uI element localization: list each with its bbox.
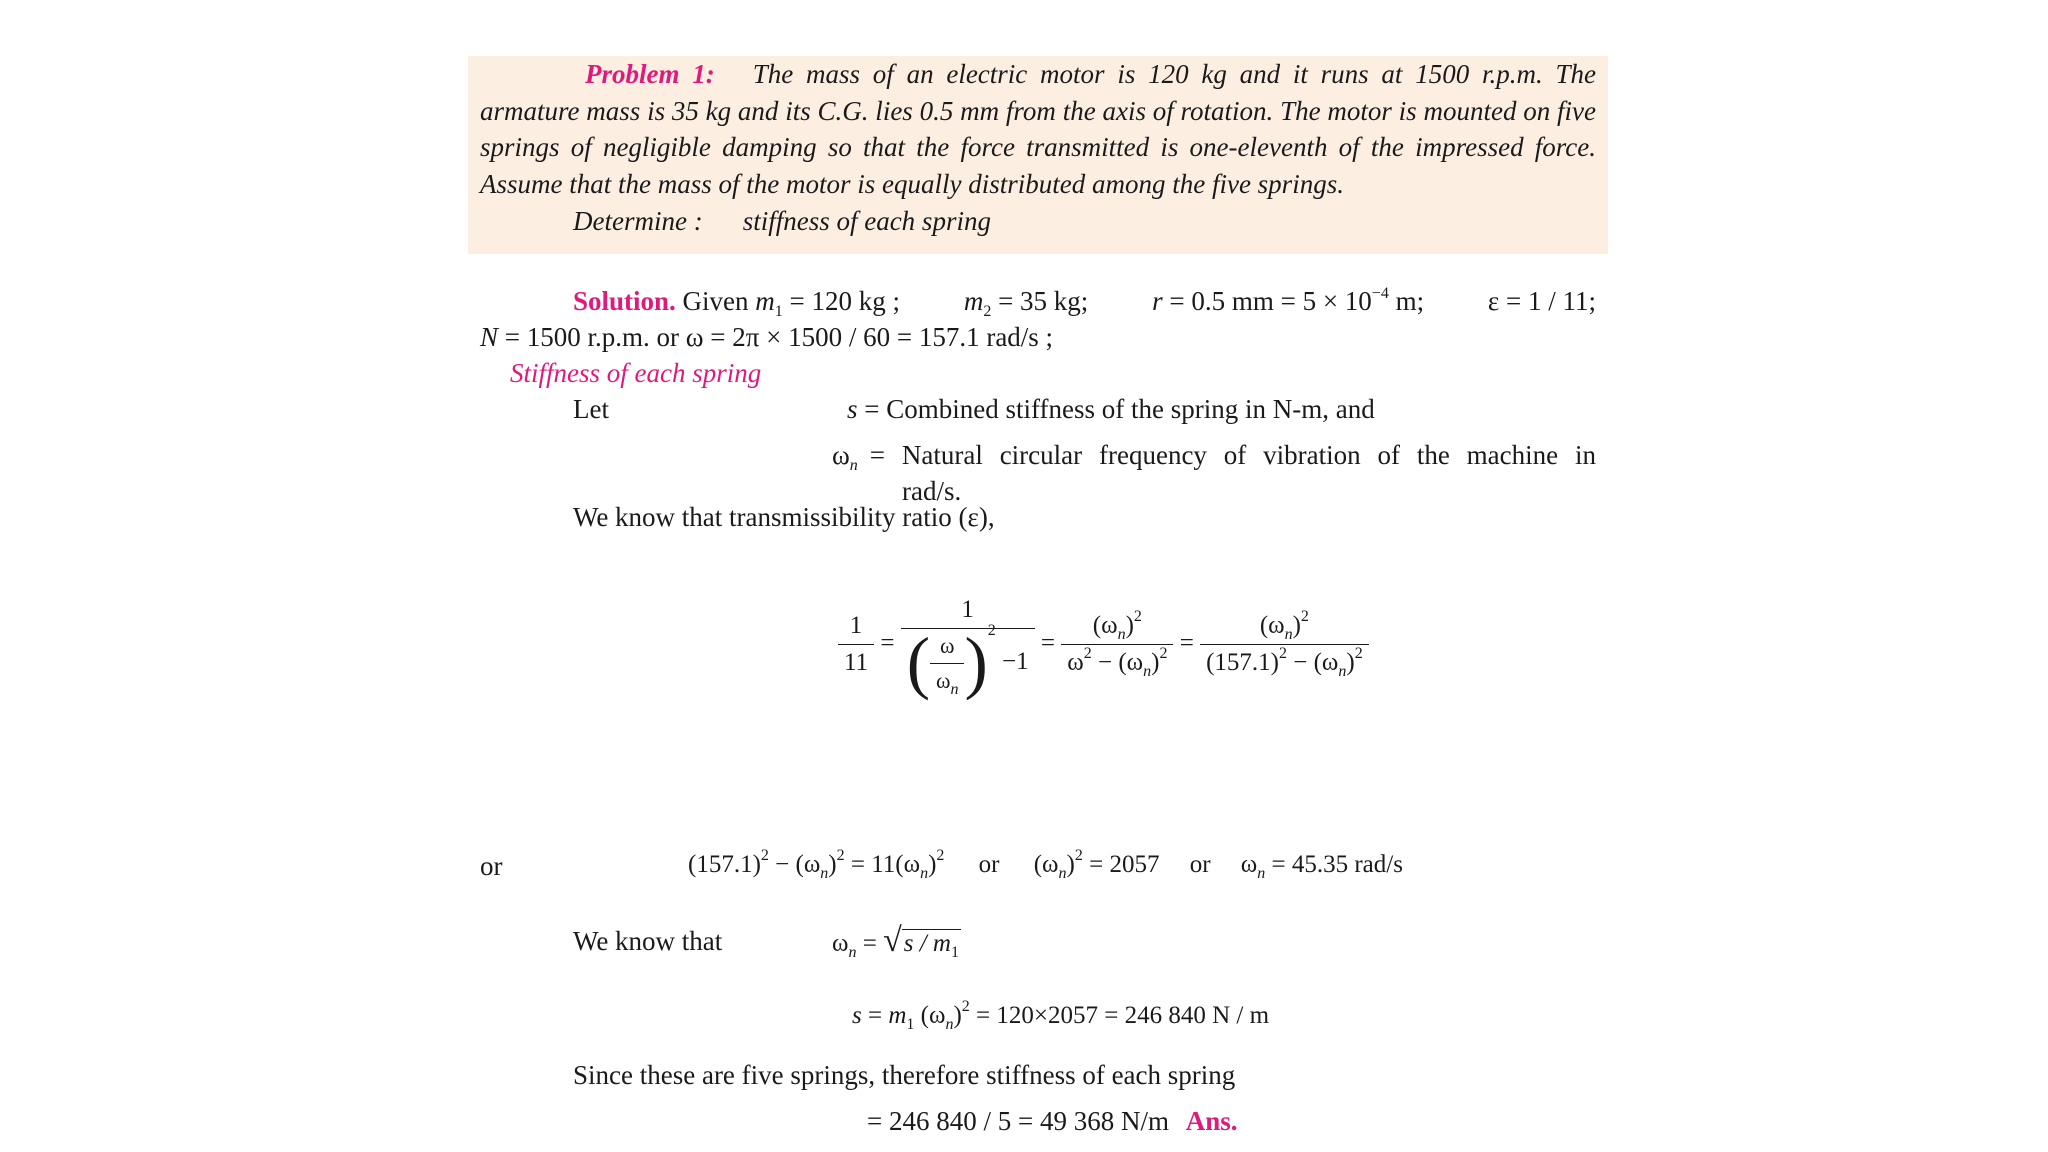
determine-label: Determine : [573, 206, 703, 236]
def-s: s = Combined stiffness of the spring in N-m, and [847, 394, 1375, 424]
let-word: Let [573, 394, 609, 424]
given-m2: = 35 kg; [998, 286, 1089, 316]
problem-box [468, 56, 1608, 254]
sqrt-equation: $\omega_n = √s / m_1$ [832, 922, 959, 961]
def-wn: $\omega_n$ = Natural circular frequency of vibration of the machine in [832, 440, 1596, 474]
solution-given-line: Solution. Given $m_1 = 120$ kg ; $m_2 = 35$ kg; r = 0.5 mm = $5 \times 10^{-4}$ m; ε = 1 / 11; [573, 285, 1596, 320]
given-r: = 0.5 mm = 5 × 10 [1169, 286, 1372, 316]
or-word: or [480, 851, 503, 881]
know-that: We know that [573, 926, 723, 956]
stiffness-equation: $s = m_1$ $(\omega_n)^2 = 120\times 2057 = 246$ 840 N / m [852, 998, 1270, 1033]
determine-text: stiffness of each spring [742, 206, 991, 236]
final-answer: = 246 840 / 5 = 49 368 N/m Ans. [867, 1106, 1238, 1136]
solution-n-line: N = 1500 r.p.m. or ω = 2π × 1500 / 60 = 157.1 rad/s ; [480, 322, 1054, 352]
problem-label: Problem 1: [585, 59, 715, 89]
problem-text: The mass of an electric motor is 120 kg and it runs at 1500 r.p.m. The armature mass is 35 kg and its C.G. lies 0.5 mm from the axis of rotation. The motor is mounted on five springs of negligible damping so that the force transmitted is one-eleventh of the impressed force. Assume that the mass of the motor is equally distributed among the five springs. [480, 59, 1596, 199]
given-m1: = 120 kg ; [789, 286, 901, 316]
problem-statement [480, 56, 1596, 202]
since-text: Since these are five springs, therefore stiffness of each spring [573, 1060, 1236, 1090]
know-ratio: We know that transmissibility ratio (ε), [573, 502, 995, 532]
def-wn-line2: rad/s. [902, 476, 962, 506]
equation-2: $(157.1)^2 - (\omega_n)^2 = 11(\omega_n)^2$ or $(\omega_n)^2 = 2057$ or $\omega_n = 45.35$ rad/s [688, 847, 1403, 882]
determine-line [573, 206, 991, 237]
given-n: = 1500 r.p.m. or ω = 2π × 1500 / 60 = 157.1 rad/s ; [504, 322, 1054, 352]
document-page [468, 56, 1608, 1152]
transmissibility-equation: $\frac{1}{11}$ = 1 ( $\frac{\omega}{\omega_n}$ )$^2$ −1 = $\frac{(\omega_n)^2}{\omega^2 - (\omega_n)^2}$ = $\frac{(\omega_n)^2}{(157.1)^2 - (\omega_n)^2}$ [838, 596, 1369, 694]
def-wn-text: = Natural circular frequency of vibration of the machine in [869, 440, 1596, 470]
ans-label: Ans. [1185, 1106, 1238, 1136]
section-heading: Stiffness of each spring [510, 358, 762, 388]
solution-label: Solution. [573, 286, 676, 316]
given-eps: ε = 1 / 11; [1487, 286, 1596, 316]
